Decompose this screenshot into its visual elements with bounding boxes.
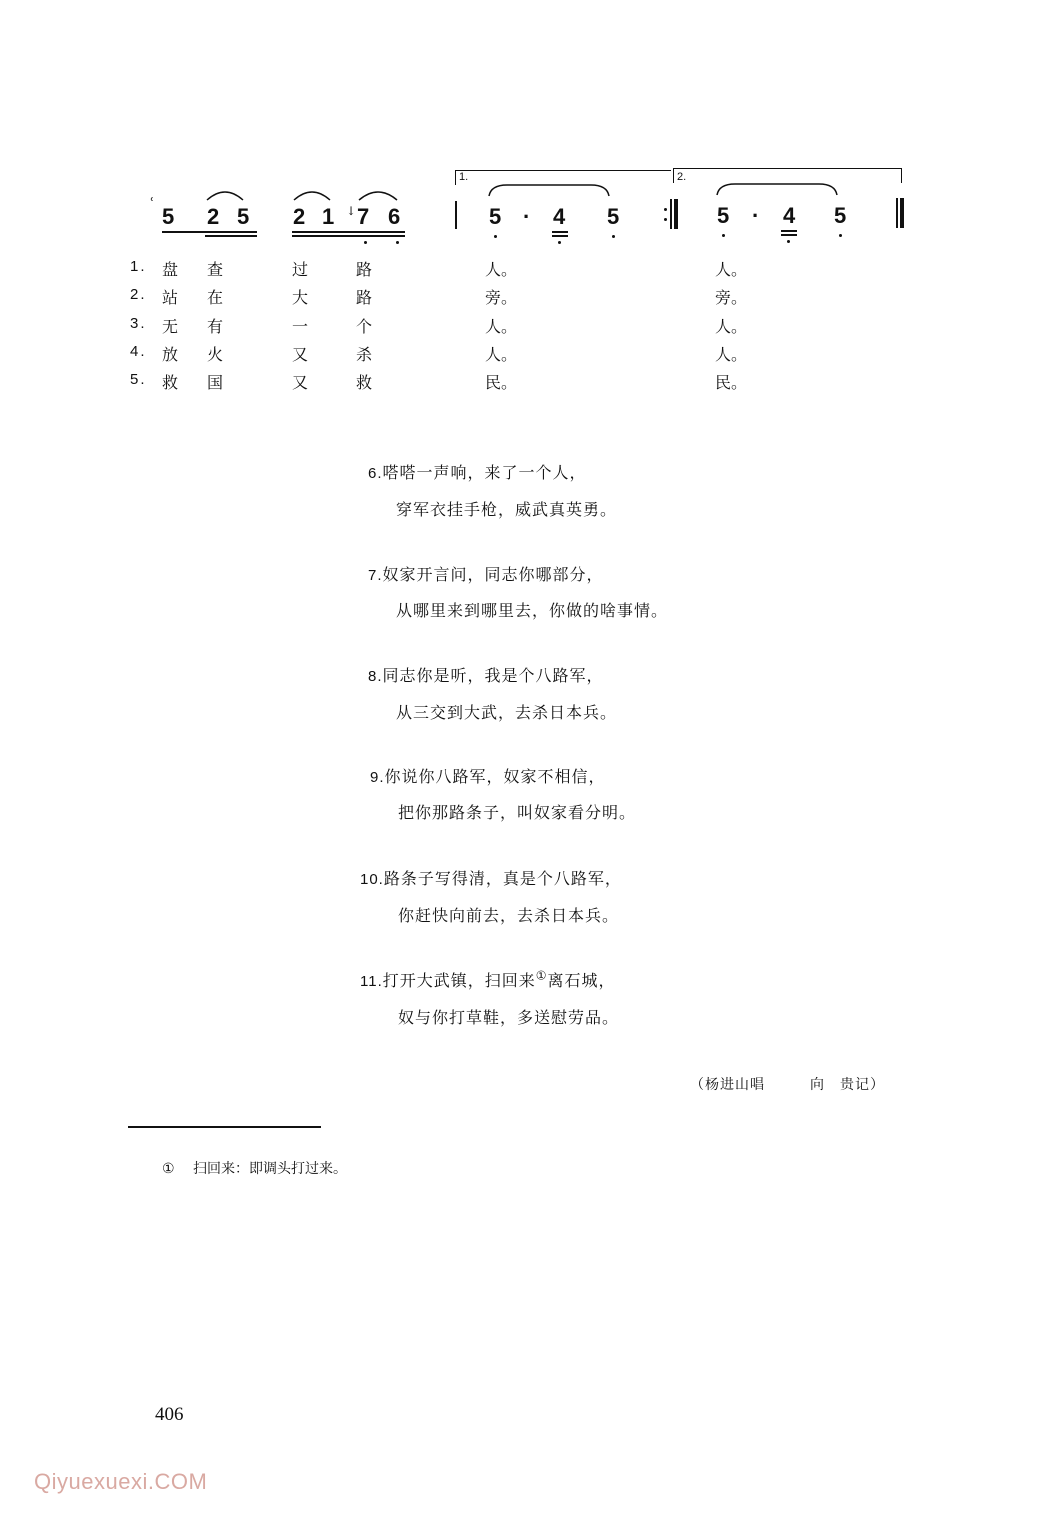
- verse-line-1: 同志你是听，我是个八路军，: [382, 666, 604, 685]
- note: 7: [357, 204, 370, 229]
- verse-line-1: 嗒嗒一声响，来了一个人，: [382, 463, 587, 482]
- footnote-text: 扫回来：即调头打过来。: [193, 1161, 348, 1177]
- note: 5: [489, 204, 502, 229]
- final-barline: [896, 198, 898, 228]
- lyric-word: 站: [162, 288, 179, 307]
- lyric-ending-1: 民。: [485, 373, 518, 392]
- lyric-word: 盘: [162, 260, 179, 279]
- breath-mark: ʿ: [150, 196, 155, 212]
- verse-line-2: 从三交到大武，去杀日本兵。: [396, 703, 618, 722]
- note: 5: [237, 204, 250, 229]
- repeat-dot: [664, 208, 667, 211]
- verse: [360, 968, 616, 991]
- lyric-word: 在: [207, 288, 224, 307]
- volta-label-2: 2.: [677, 171, 687, 183]
- verse-line-1b: 离石城，: [547, 971, 616, 990]
- lyric-index: 4.: [130, 343, 147, 360]
- note: 4: [783, 203, 796, 228]
- lyric-word: 个: [356, 317, 373, 336]
- lyric-index: 2.: [130, 286, 147, 303]
- lyric-word: 无: [162, 317, 179, 336]
- lyric-ending-2: 人。: [715, 260, 748, 279]
- slur: [357, 186, 399, 202]
- note: 5: [162, 204, 175, 229]
- lyric-word: 又: [292, 345, 309, 364]
- verse-line-2: 从哪里来到哪里去，你做的啥事情。: [396, 601, 669, 620]
- beam: [552, 231, 568, 233]
- lyric-ending-1: 旁。: [485, 288, 518, 307]
- lyric-word: 查: [207, 260, 224, 279]
- footnote-ref: ①: [535, 968, 548, 983]
- lyric-word: 国: [207, 373, 224, 392]
- verse: [368, 562, 604, 585]
- low-octave-dot: [839, 234, 842, 237]
- low-octave-dot: [558, 241, 561, 244]
- grace-arrow: ↓: [346, 204, 357, 218]
- note: 5: [834, 203, 847, 228]
- lyric-ending-1: 人。: [485, 345, 518, 364]
- slur: [715, 181, 839, 197]
- note: 2: [293, 204, 306, 229]
- lyric-word: 救: [162, 373, 179, 392]
- lyric-row: [130, 285, 930, 307]
- lyric-word: 救: [356, 373, 373, 392]
- note: 4: [553, 204, 566, 229]
- lyric-ending-2: 人。: [715, 345, 748, 364]
- lyric-word: 一: [292, 317, 309, 336]
- verse-line-2: 把你那路条子，叫奴家看分明。: [398, 803, 637, 822]
- footnote-rule: [128, 1126, 321, 1128]
- verse-line-1a: 打开大武镇，扫回来: [382, 971, 536, 990]
- verse-line-2: 奴与你打草鞋，多送慰劳品。: [398, 1008, 620, 1027]
- final-barline: [900, 198, 904, 228]
- low-octave-dot: [787, 240, 790, 243]
- verse-number: 9.: [370, 769, 385, 786]
- repeat-dot: [664, 218, 667, 221]
- lyric-word: 大: [292, 288, 309, 307]
- lyric-index: 1.: [130, 258, 147, 275]
- beam: [292, 231, 405, 233]
- lyric-row: [130, 370, 930, 392]
- lyric-word: 过: [292, 260, 309, 279]
- repeat-barline: [674, 199, 678, 229]
- lyric-row: [130, 257, 930, 279]
- verse-number: 7.: [368, 567, 383, 584]
- note: 5: [717, 203, 730, 228]
- note: 6: [388, 204, 401, 229]
- beam: [292, 235, 405, 237]
- barline: [455, 201, 457, 229]
- beam: [781, 234, 797, 236]
- lyric-row: [130, 342, 930, 364]
- lyric-word: 放: [162, 345, 179, 364]
- verse-number: 8.: [368, 668, 383, 685]
- lyric-word: 杀: [356, 345, 373, 364]
- lyric-word: 又: [292, 373, 309, 392]
- footnote: [162, 1158, 347, 1178]
- low-octave-dot: [612, 235, 615, 238]
- note: 1: [322, 204, 335, 229]
- watermark: Qiyuexuexi.COM: [34, 1469, 208, 1494]
- verse: [360, 866, 622, 889]
- lyric-index: 3.: [130, 315, 147, 332]
- lyric-ending-2: 人。: [715, 317, 748, 336]
- verse-line-1: 路条子写得清，真是个八路军，: [383, 869, 622, 888]
- lyric-index: 5.: [130, 371, 147, 388]
- beam: [552, 235, 568, 237]
- beam: [205, 235, 257, 237]
- verse-line-2: 你赶快向前去，去杀日本兵。: [398, 906, 620, 925]
- volta-label-1: 1.: [459, 171, 469, 183]
- verse-number: 11.: [360, 973, 383, 990]
- repeat-barline: [670, 199, 672, 229]
- verse: [368, 460, 587, 483]
- lyric-ending-1: 人。: [485, 317, 518, 336]
- slur: [205, 186, 245, 202]
- verse-line-2: 穿军衣挂手枪，威武真英勇。: [396, 500, 618, 519]
- lyric-word: 有: [207, 317, 224, 336]
- dot-duration: ·: [523, 204, 531, 229]
- verse: [368, 663, 604, 686]
- verse-number: 10.: [360, 871, 384, 888]
- footnote-mark: ①: [162, 1161, 175, 1177]
- lyric-ending-2: 旁。: [715, 288, 748, 307]
- note: 2: [207, 204, 220, 229]
- verse: [370, 764, 606, 787]
- credit-line: （杨进山唱 向 贵记）: [690, 1077, 885, 1093]
- verse-line-1: 奴家开言问，同志你哪部分，: [382, 565, 604, 584]
- beam: [781, 230, 797, 232]
- low-octave-dot: [364, 241, 367, 244]
- verse-line-1: 你说你八路军，奴家不相信，: [384, 767, 606, 786]
- dot-duration: ·: [752, 203, 760, 228]
- low-octave-dot: [396, 241, 399, 244]
- slur: [292, 186, 332, 202]
- slur: [487, 182, 611, 198]
- page-number: 406: [155, 1404, 184, 1425]
- note: 5: [607, 204, 620, 229]
- beam: [162, 231, 257, 233]
- verse-number: 6.: [368, 465, 383, 482]
- lyric-word: 火: [207, 345, 224, 364]
- lyric-ending-2: 民。: [715, 373, 748, 392]
- low-octave-dot: [494, 235, 497, 238]
- lyric-word: 路: [356, 288, 373, 307]
- low-octave-dot: [722, 234, 725, 237]
- lyric-word: 路: [356, 260, 373, 279]
- lyric-row: [130, 314, 930, 336]
- lyric-ending-1: 人。: [485, 260, 518, 279]
